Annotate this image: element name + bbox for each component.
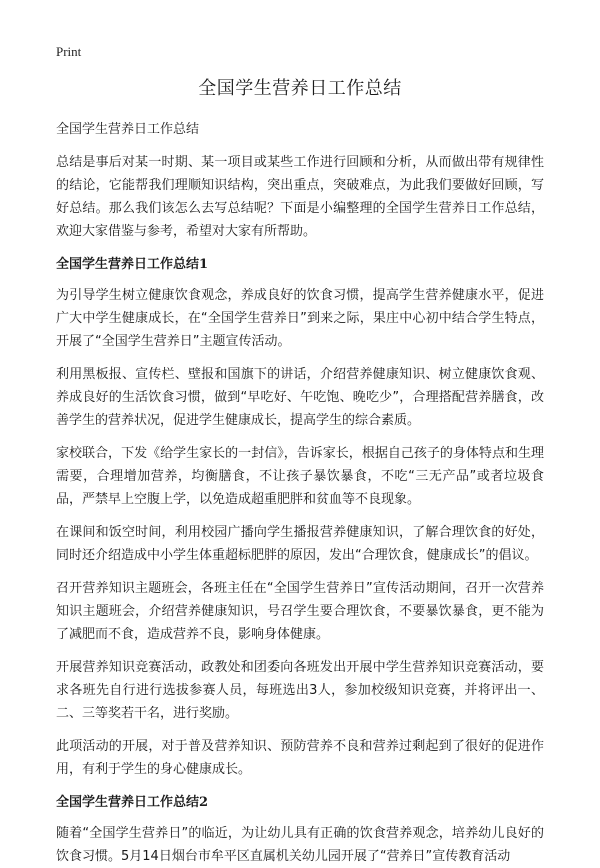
section-1-paragraph: 利用黑板报、宣传栏、壁报和国旗下的讲话，介绍营养健康知识、树立健康饮食观、养成良好的生活饮食习惯，做到“早吃好、午吃饱、晚吃少”，合理搭配营养膳食，改善学生的营养状况，促进学生健康成长，提高学生的综合素质。	[56, 367, 544, 428]
print-label: Print	[56, 44, 82, 59]
document-subtitle: 全国学生营养日工作总结	[56, 122, 200, 137]
section-2-paragraph: 随着“全国学生营养日”的临近，为让幼儿具有正确的饮食营养观念，培养幼儿良好的饮食习惯。5月14日烟台市牟平区直属机关幼儿园开展了“营养日”宣传教育活动	[56, 826, 544, 864]
section-1-paragraph: 此项活动的开展，对于普及营养知识、预防营养不良和营养过剩起到了很好的促进作用，有利于学生的身心健康成长。	[56, 739, 544, 777]
section-1-paragraph: 在课间和饭空时间，利用校园广播向学生播报营养健康知识，了解合理饮食的好处，同时还介绍造成中小学生体重超标肥胖的原因，发出“合理饮食，健康成长”的倡议。	[56, 525, 544, 563]
document-title: 全国学生营养日工作总结	[198, 78, 402, 99]
section-1-heading: 全国学生营养日工作总结1	[56, 257, 209, 272]
section-2-heading: 全国学生营养日工作总结2	[56, 795, 209, 810]
intro-paragraph: 总结是事后对某一时期、某一项目或某些工作进行回顾和分析，从而做出带有规律性的结论，它能帮我们理顺知识结构，突出重点，突破难点，为此我们要做好回顾，写好总结。那么我们该怎么去写总结呢？下面是小编整理的全国学生营养日工作总结，欢迎大家借鉴与参考，希望对大家有所帮助。	[56, 155, 544, 239]
section-1-paragraph: 开展营养知识竞赛活动，政教处和团委向各班发出开展中学生营养知识竞赛活动，要求各班先自行进行选拔参赛人员，每班选出3人，参加校级知识竞赛，并将评出一、二、三等奖若干名，进行奖励。	[56, 660, 544, 721]
section-1-paragraph: 召开营养知识主题班会，各班主任在“全国学生营养日”宣传活动期间，召开一次营养知识主题班会，介绍营养健康知识，号召学生要合理饮食，不要暴饮暴食，更不能为了减肥而不食，造成营养不良，影响身体健康。	[56, 581, 544, 642]
section-1-paragraph: 为引导学生树立健康饮食观念，养成良好的饮食习惯，提高学生营养健康水平，促进广大中学生健康成长，在“全国学生营养日”到来之际，果庄中心初中结合学生特点，开展了“全国学生营养日”主题宣传活动。	[56, 288, 544, 349]
section-1-paragraph: 家校联合，下发《给学生家长的一封信》，告诉家长，根据自己孩子的身体特点和生理需要，合理增加营养，均衡膳食，不让孩子暴饮暴食，不吃“三无产品”或者垃圾食品，严禁早上空腹上学，以免造成超重肥胖和贫血等不良现象。	[56, 446, 544, 507]
